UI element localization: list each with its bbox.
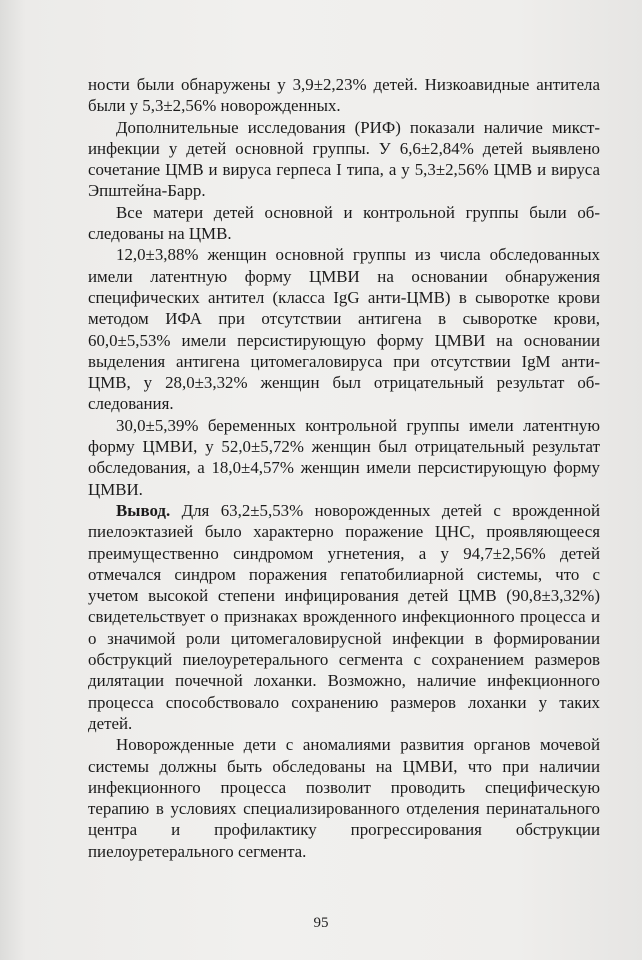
paragraph-text: Новорожденные дети с аномалиями развития органов мочевой системы должны быть обследованы на ЦМВИ, что при наличии инфекционного процесса позволит проводить специфическую терапию в условиях специализированного отделения перинатального центра и профилактику прогрессирования обструкции пиелоуретерального сегмента. bbox=[88, 735, 600, 861]
paragraph-rif bbox=[88, 117, 600, 202]
paragraph-text: Дополнительные исследования (РИФ) показали наличие микст-инфекции у детей основной группы. У 6,6±2,84% детей выявлено сочетание ЦМВ и вируса герпеса I типа, а у 5,3±2,56% ЦМВ и вируса Эпштейна-Барр. bbox=[88, 117, 600, 201]
paragraph-text: 12,0±3,88% женщин основной группы из числа обследованных имели латентную форму ЦМВИ на основании обнаружения специфических антител (класса IgG анти-ЦМВ) в сыворотке крови методом ИФА при отсутствии антигена в сыворотке крови, 60,0±5,53% имели персистирующую форму ЦМВИ на основании выделения антигена цитомегаловируса при отсутствии IgM анти-ЦМВ, у 28,0±3,32% женщин был отрицательный результат обследования. bbox=[88, 245, 600, 414]
conclusion-lead: Вывод. bbox=[116, 500, 171, 520]
paragraph-text: ности были обнаружены у 3,9±2,23% детей. Низкоавидные антитела были у 5,3±2,56% новорожденных. bbox=[88, 75, 600, 116]
body-text bbox=[88, 74, 600, 862]
paragraph-text: Все матери детей основной и контрольной группы были обследованы на ЦМВ. bbox=[88, 202, 600, 244]
paragraph-mothers bbox=[88, 202, 600, 245]
paragraph-conclusion bbox=[88, 500, 600, 734]
paragraph-control-group bbox=[88, 415, 600, 500]
paragraph-continuation bbox=[88, 74, 600, 117]
page-number: 95 bbox=[313, 915, 329, 931]
paragraph-text: Для 63,2±5,53% новорожденных детей с врожденной пиелоэктазией было характерно поражение ЦНС, проявляющееся преимущественно синдромом угнетения, а у 94,7±2,56% детей отмечался синдром поражения гепатобилиарной системы, что с учетом высокой степени инфицирования детей ЦМВ (90,8±3,32%) свидетельствует о признаках врожденного инфекционного процесса и о значимой роли цитомегаловирусной инфекции в формировании обструкций пиелоуретерального сегмента с сохранением размеров дилятации почечной лоханки. Возможно, наличие инфекционного процесса способствовало сохранению размеров лоханки у таких детей. bbox=[88, 500, 600, 733]
paragraph-main-group bbox=[88, 244, 600, 414]
paragraph-recommendation bbox=[88, 734, 600, 862]
paragraph-text: 30,0±5,39% беременных контрольной группы имели латентную форму ЦМВИ, у 52,0±5,72% женщин был отрицательный результат обследования, а 18,0±4,57% женщин имели персистирующую форму ЦМВИ. bbox=[88, 415, 600, 499]
